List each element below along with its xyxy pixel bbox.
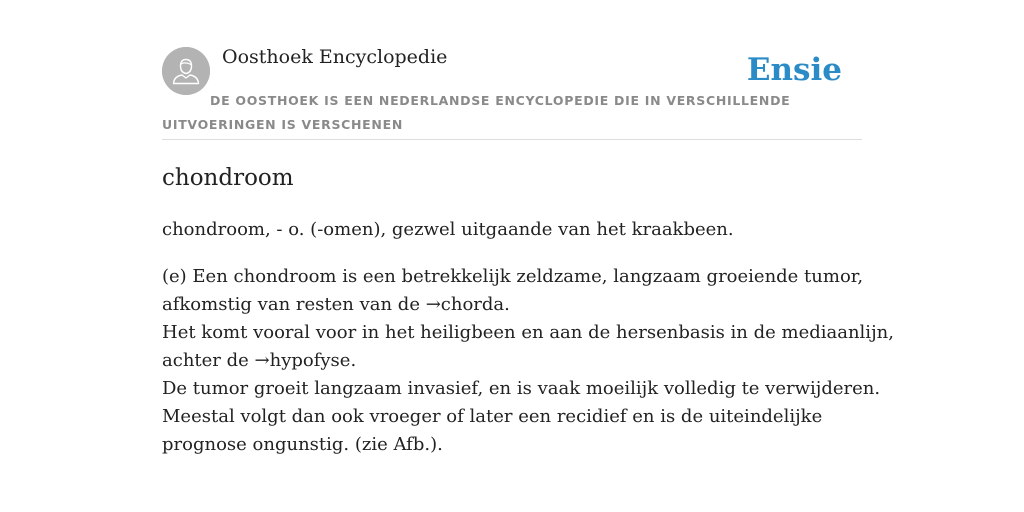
entry-definition: chondroom, - o. (-omen), gezwel uitgaande van het kraakbeen.: [162, 219, 734, 240]
source-tagline: DE OOSTHOEK IS EEN NEDERLANDSE ENCYCLOPEDIE DIE IN VERSCHILLENDE UITVOERINGEN IS VERSCHENEN: [162, 93, 791, 132]
body-line: De tumor groeit langzaam invasief, en is vaak moeilijk volledig te verwijderen.: [162, 378, 881, 399]
person-outline-icon: [162, 47, 210, 95]
body-text-segment: achter de: [162, 350, 255, 371]
user-avatar-icon[interactable]: [162, 47, 210, 95]
body-line: [162, 291, 862, 319]
body-text-segment: .: [350, 350, 357, 371]
body-line: prognose ongunstig. (zie Afb.).: [162, 434, 443, 455]
header-divider: [162, 139, 862, 140]
body-text-segment: afkomstig van resten van de: [162, 294, 426, 315]
source-title[interactable]: Oosthoek Encyclopedie: [222, 46, 448, 68]
body-text-segment: .: [504, 294, 510, 315]
body-line: Meestal volgt dan ook vroeger of later een recidief en is de uiteindelijke: [162, 406, 823, 427]
entry-body: [162, 263, 894, 459]
cross-reference-link-chorda[interactable]: →chorda: [425, 294, 505, 315]
body-line: [162, 347, 862, 375]
body-line: Het komt vooral voor in het heiligbeen en aan de hersenbasis in de mediaanlijn,: [162, 322, 894, 343]
entry-title: chondroom: [162, 165, 294, 191]
body-line: (e) Een chondroom is een betrekkelijk zeldzame, langzaam groeiende tumor,: [162, 266, 864, 287]
cross-reference-link-hypofyse[interactable]: →hypofyse: [254, 350, 351, 371]
page: [162, 0, 894, 512]
brand-logo-link[interactable]: Ensie: [746, 52, 842, 88]
